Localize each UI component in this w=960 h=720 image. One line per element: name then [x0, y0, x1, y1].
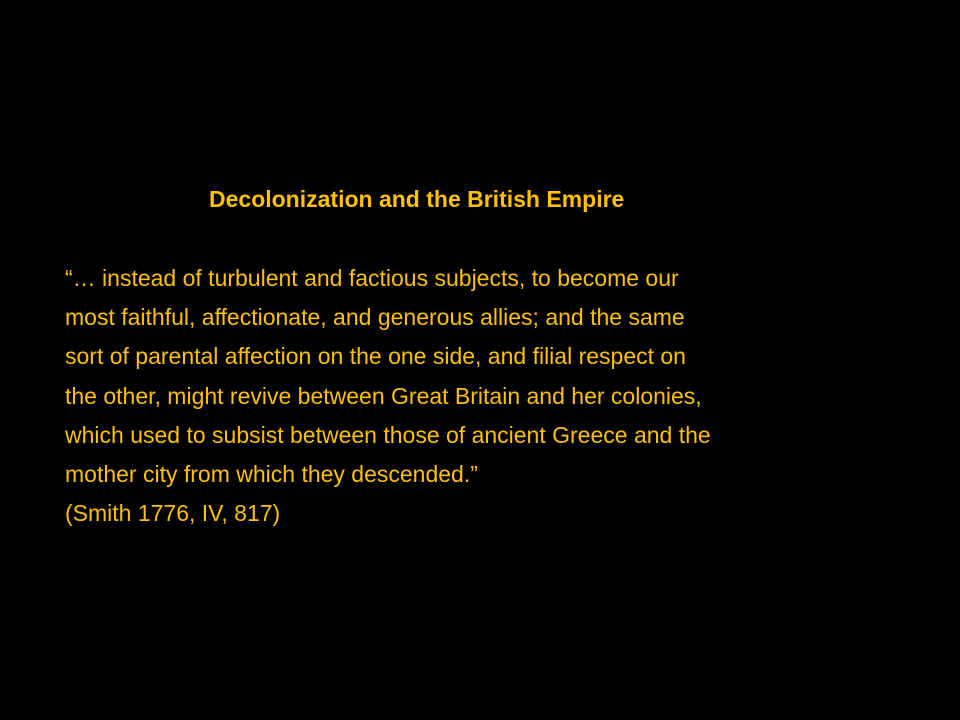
quote-line: “… instead of turbulent and factious subjects, to become our [65, 265, 679, 291]
quote-line: sort of parental affection on the one side, and filial respect on [65, 343, 686, 370]
slide-title: Decolonization and the British Empire [209, 186, 625, 212]
quote-line: mother city from which they descended.” [65, 461, 478, 488]
quote-line: which used to subsist between those of ancient Greece and the [65, 421, 711, 448]
quote-block [65, 259, 945, 533]
citation: (Smith 1776, IV, 817) [65, 500, 281, 527]
quote-line: most faithful, affectionate, and generous allies; and the same [65, 304, 685, 331]
quote-line: the other, might revive between Great Britain and her colonies, [65, 382, 702, 409]
